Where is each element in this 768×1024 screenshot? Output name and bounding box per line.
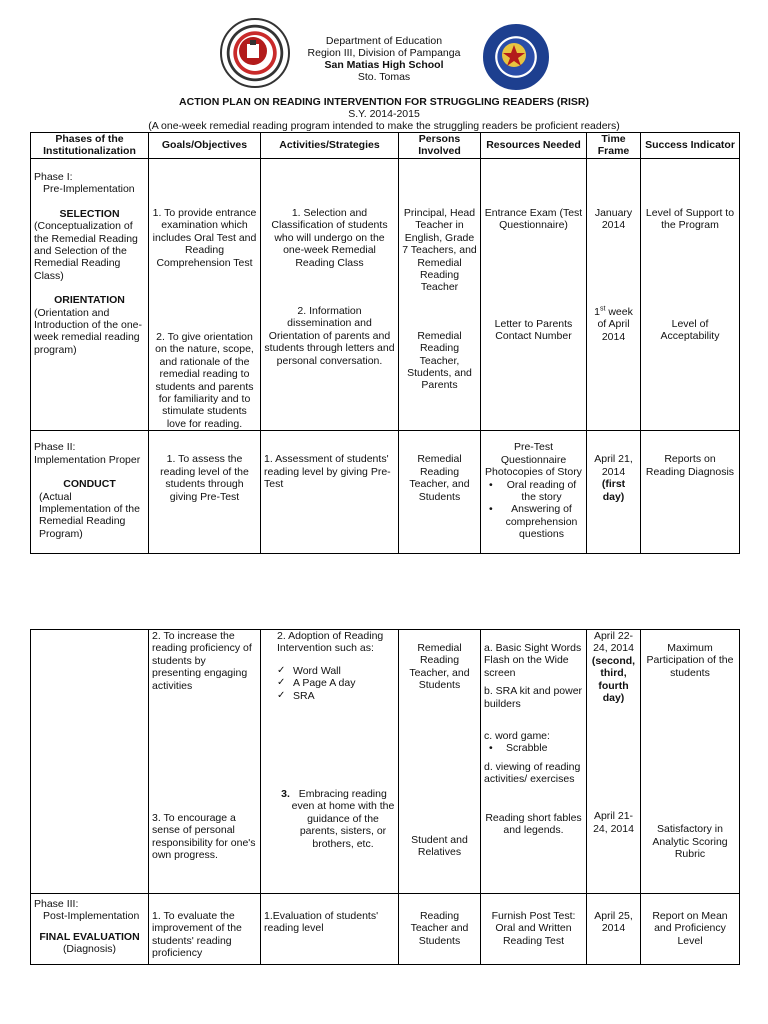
page2-res-b: b. SRA kit and power builders xyxy=(484,685,583,710)
page2-activity2-list xyxy=(277,665,395,702)
page2-activities-cell xyxy=(261,630,399,894)
conduct-title: CONDUCT xyxy=(63,478,116,491)
col-resources: Resources Needed xyxy=(481,133,587,159)
list-item: ✓ Word Wall xyxy=(277,665,395,677)
list-item: ✓ A Page A day xyxy=(277,677,395,689)
selection-title: SELECTION xyxy=(59,207,120,220)
phase2-label: Phase II: xyxy=(34,441,76,454)
phase3-cell xyxy=(31,894,149,965)
phase3-persons: Reading Teacher and Students xyxy=(410,910,469,947)
department-line: Department of Education xyxy=(325,35,443,47)
phase3-sub: Post-Implementation xyxy=(43,910,140,923)
phase3-time: April 25, 2014 xyxy=(594,910,633,935)
phase3-resources: Furnish Post Test: Oral and Written Reading Test xyxy=(491,910,576,947)
phase2-goal1: 1. To assess the reading level of the students through giving Pre-Test xyxy=(160,453,249,503)
phase3-label: Phase III: xyxy=(34,898,79,910)
list-item: ✓ SRA xyxy=(277,690,395,702)
list-item: • Oral reading of the story xyxy=(484,479,583,504)
page2-res-c: c. word game: xyxy=(484,730,550,743)
phase3-time-cell xyxy=(587,894,641,965)
conduct-desc: (Actual Implementation of the Remedial Reading Program) xyxy=(39,490,140,540)
phase1-indicator2: Level of Acceptability xyxy=(660,317,720,343)
phase2-time-day: (first day) xyxy=(601,478,626,503)
page2-activity2-head: 2. Adoption of Reading Intervention such as: xyxy=(277,630,384,655)
list-item: • Scrabble xyxy=(484,742,583,754)
phase3-goals-cell xyxy=(149,894,261,965)
page2-res-c-list xyxy=(484,742,583,754)
final-evaluation-title: FINAL EVALUATION xyxy=(39,930,140,943)
table-header-row xyxy=(31,133,740,159)
phase2-resources-list xyxy=(484,479,583,541)
phase1-time1: January 2014 xyxy=(594,207,633,232)
phase3-persons-cell xyxy=(399,894,481,965)
phase3-resources-cell xyxy=(481,894,587,965)
col-time: Time Frame xyxy=(587,133,641,159)
col-persons: Persons Involved xyxy=(399,133,481,159)
orientation-desc: (Orientation and Introduction of the one-week remedial reading program) xyxy=(34,306,142,356)
phase1-goal2: 2. To give orientation on the nature, scope, and rationale of the remedial reading to students and parents for familiarity and to stimulate students love for reading. xyxy=(155,331,254,430)
page2-time2: April 22-24, 2014 xyxy=(593,630,634,655)
phase2-resources-head: Pre-Test Questionnaire Photocopies of Story xyxy=(485,441,582,479)
page2-persons2: Remedial Reading Teacher, and Students xyxy=(409,642,470,692)
town-line: Sto. Tomas xyxy=(357,71,411,83)
action-plan-table-page1 xyxy=(30,132,740,554)
phase1-resources1: Entrance Exam (Test Questionnaire) xyxy=(484,207,583,232)
document-subtitle: (A one-week remedial reading program intended to make the struggling readers be proficient readers) xyxy=(148,120,620,132)
school-year: S.Y. 2014-2015 xyxy=(348,108,420,120)
phase2-activity1: 1. Assessment of students' reading level by giving Pre-Test xyxy=(264,453,391,491)
page2-goal2: 2. To increase the reading proficiency of students by presenting engaging activities xyxy=(152,630,252,692)
phase2-activities-cell xyxy=(261,431,399,554)
phase3-activity: 1.Evaluation of students' reading level xyxy=(264,910,379,935)
phase1-label: Phase I: xyxy=(34,171,73,183)
page2-time3: April 21-24, 2014 xyxy=(593,810,634,835)
page2-res-d: d. viewing of reading activities/ exercises xyxy=(484,760,581,786)
table-row-phase3 xyxy=(31,894,740,965)
phase1-goals-cell xyxy=(149,159,261,431)
final-evaluation-desc: (Diagnosis) xyxy=(62,943,117,956)
phase1-sub: Pre-Implementation xyxy=(43,183,135,196)
page2-persons-cell xyxy=(399,630,481,894)
phase3-indicator-cell xyxy=(641,894,740,965)
col-goals: Goals/Objectives xyxy=(149,133,261,159)
page2-time2-days: (second, third, fourth day) xyxy=(591,654,636,705)
phase2-persons-cell xyxy=(399,431,481,554)
col-indicator: Success Indicator xyxy=(641,133,740,159)
phase3-goal: 1. To evaluate the improvement of the students' reading proficiency xyxy=(152,910,242,960)
phase2-resources-cell xyxy=(481,431,587,554)
phase1-persons-cell xyxy=(399,159,481,431)
col-activities: Activities/Strategies xyxy=(261,133,399,159)
page2-goal3: 3. To encourage a sense of personal responsibility for one's own progress. xyxy=(152,812,256,862)
orientation-title: ORIENTATION xyxy=(54,294,125,307)
phase2-goals-cell xyxy=(149,431,261,554)
empty-phase-cell xyxy=(31,630,149,894)
phase1-goal1: 1. To provide entrance examination which includes Oral Test and Reading Comprehension Test xyxy=(152,207,257,269)
phase1-persons1: Principal, Head Teacher in English, Grade 7 Teachers, and Remedial Reading Teacher xyxy=(402,207,477,294)
page2-resources-cell xyxy=(481,630,587,894)
page2-activity3: 3. Embracing reading even at home with the guidance of the parents, sisters, or brothers, etc. xyxy=(281,788,395,850)
phase1-resources-cell xyxy=(481,159,587,431)
phase1-indicator-cell xyxy=(641,159,740,431)
phase1-cell xyxy=(31,159,149,431)
col-phases: Phases of the Institutionalization xyxy=(31,133,149,159)
action-plan-table-page2 xyxy=(30,629,740,965)
region-line: Region III, Division of Pampanga xyxy=(307,47,461,59)
page2-persons3: Student and Relatives xyxy=(411,833,468,859)
table-row-conduct-cont xyxy=(31,630,740,894)
phase2-cell xyxy=(31,431,149,554)
phase3-activities-cell xyxy=(261,894,399,965)
table-row-phase1 xyxy=(31,159,740,431)
phase1-activity2: 2. Information dissemination and Orientation of parents and students through letters and personal conversation. xyxy=(264,305,395,367)
document-title: ACTION PLAN ON READING INTERVENTION FOR STRUGGLING READERS (RISR) xyxy=(179,96,589,108)
phase1-activities-cell xyxy=(261,159,399,431)
phase2-persons: Remedial Reading Teacher, and Students xyxy=(409,453,470,503)
phase2-sub: Implementation Proper xyxy=(34,453,141,466)
page2-goals-cell xyxy=(149,630,261,894)
phase2-time: April 21, 2014 xyxy=(594,453,633,478)
phase1-indicator1: Level of Support to the Program xyxy=(645,207,735,232)
phase2-indicator: Reports on Reading Diagnosis xyxy=(645,453,735,478)
phase1-persons2: Remedial Reading Teacher, Students, and Parents xyxy=(407,329,472,392)
page2-indicator-cell xyxy=(641,630,740,894)
page2-indicator3: Satisfactory in Analytic Scoring Rubric xyxy=(652,823,728,861)
list-item: • Answering of comprehension questions xyxy=(484,503,583,540)
page2-time-cell xyxy=(587,630,641,894)
phase1-time-cell xyxy=(587,159,641,431)
phase2-time-cell xyxy=(587,431,641,554)
phase2-indicator-cell xyxy=(641,431,740,554)
selection-desc: (Conceptualization of the Remedial Reading and Selection of the Remedial Reading Class) xyxy=(34,220,138,282)
page2-res-a: a. Basic Sight Words Flash on the Wide screen xyxy=(484,642,582,679)
page2-resources3: Reading short fables and legends. xyxy=(485,811,582,837)
phase3-indicator: Report on Mean and Proficiency Level xyxy=(652,910,728,947)
table-row-phase2 xyxy=(31,431,740,554)
phase1-time2: 1st week of April 2014 xyxy=(594,305,633,343)
phase1-resources2: Letter to Parents Contact Number xyxy=(494,317,573,343)
page2-indicator2: Maximum Participation of the students xyxy=(646,642,734,679)
school-name: San Matias High School xyxy=(324,59,444,71)
phase1-activity1: 1. Selection and Classification of students who will undergo on the one-week Remedial Reading Class xyxy=(271,207,388,269)
